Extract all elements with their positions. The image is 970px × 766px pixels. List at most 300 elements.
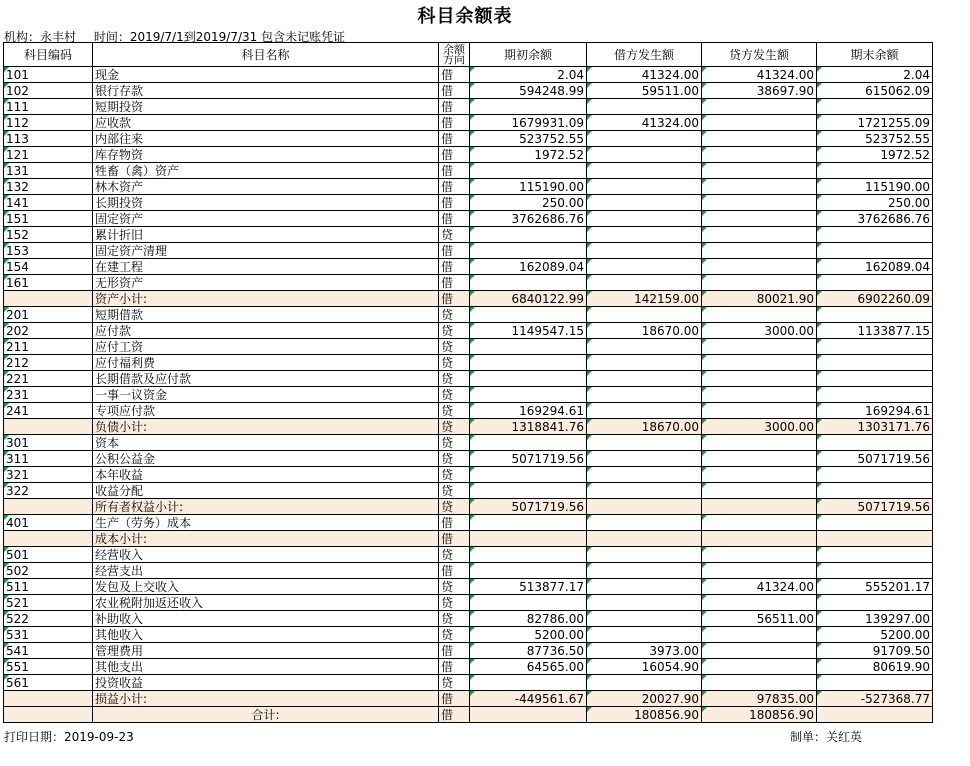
cell-direction: 贷 — [439, 451, 470, 467]
cell-opening — [470, 435, 587, 451]
cell-code: 211 — [4, 339, 93, 355]
table-row[interactable] — [4, 627, 933, 643]
preparer: 制单：关红英 — [790, 730, 863, 744]
cell-closing: 615062.09 — [817, 83, 933, 99]
cell-closing — [817, 531, 933, 547]
cell-direction: 借 — [439, 275, 470, 291]
cell-direction: 贷 — [439, 483, 470, 499]
cell-opening — [470, 707, 587, 723]
cell-debit — [587, 563, 702, 579]
cell-direction: 借 — [439, 67, 470, 83]
cell-credit — [702, 499, 817, 515]
col-header-debit: 借方发生额 — [587, 43, 702, 67]
cell-opening: 6840122.99 — [470, 291, 587, 307]
cell-closing — [817, 227, 933, 243]
table-row[interactable] — [4, 643, 933, 659]
cell-code — [4, 691, 93, 707]
table-row[interactable] — [4, 131, 933, 147]
cell-closing — [817, 563, 933, 579]
cell-direction: 贷 — [439, 339, 470, 355]
cell-credit — [702, 131, 817, 147]
cell-name: 应付工资 — [93, 339, 439, 355]
cell-opening — [470, 99, 587, 115]
cell-code: 561 — [4, 675, 93, 691]
subtotal-row[interactable] — [4, 499, 933, 515]
cell-code: 511 — [4, 579, 93, 595]
cell-code: 131 — [4, 163, 93, 179]
cell-debit — [587, 195, 702, 211]
cell-opening — [470, 339, 587, 355]
cell-debit: 142159.00 — [587, 291, 702, 307]
cell-code: 541 — [4, 643, 93, 659]
cell-opening — [470, 307, 587, 323]
cell-code — [4, 707, 93, 723]
cell-closing — [817, 435, 933, 451]
cell-direction: 借 — [439, 707, 470, 723]
col-header-opening: 期初余额 — [470, 43, 587, 67]
cell-debit — [587, 259, 702, 275]
cell-credit — [702, 371, 817, 387]
cell-code: 311 — [4, 451, 93, 467]
cell-closing: 5200.00 — [817, 627, 933, 643]
cell-direction: 借 — [439, 691, 470, 707]
cell-credit — [702, 115, 817, 131]
cell-opening: 594248.99 — [470, 83, 587, 99]
table-row[interactable] — [4, 451, 933, 467]
cell-credit — [702, 259, 817, 275]
cell-code: 121 — [4, 147, 93, 163]
cell-name: 短期投资 — [93, 99, 439, 115]
cell-name: 本年收益 — [93, 467, 439, 483]
total-row[interactable] — [4, 707, 933, 723]
cell-closing — [817, 307, 933, 323]
cell-code: 101 — [4, 67, 93, 83]
cell-name: 长期投资 — [93, 195, 439, 211]
cell-direction: 借 — [439, 259, 470, 275]
table-row[interactable] — [4, 547, 933, 563]
cell-closing — [817, 99, 933, 115]
cell-code: 212 — [4, 355, 93, 371]
cell-opening: 513877.17 — [470, 579, 587, 595]
cell-debit — [587, 483, 702, 499]
cell-direction: 贷 — [439, 355, 470, 371]
cell-closing: 5071719.56 — [817, 499, 933, 515]
cell-code: 501 — [4, 547, 93, 563]
cell-opening: 1149547.15 — [470, 323, 587, 339]
table-row[interactable] — [4, 259, 933, 275]
cell-direction: 贷 — [439, 627, 470, 643]
cell-opening — [470, 355, 587, 371]
cell-opening: 162089.04 — [470, 259, 587, 275]
subtotal-row[interactable] — [4, 691, 933, 707]
table-row[interactable] — [4, 435, 933, 451]
cell-name: 收益分配 — [93, 483, 439, 499]
table-row[interactable] — [4, 211, 933, 227]
col-header-code: 科目编码 — [4, 43, 93, 67]
cell-credit: 97835.00 — [702, 691, 817, 707]
cell-closing — [817, 243, 933, 259]
cell-closing — [817, 387, 933, 403]
cell-direction: 借 — [439, 659, 470, 675]
cell-name: 在建工程 — [93, 259, 439, 275]
cell-debit — [587, 547, 702, 563]
cell-debit — [587, 467, 702, 483]
cell-credit — [702, 339, 817, 355]
cell-name: 内部往来 — [93, 131, 439, 147]
cell-credit — [702, 515, 817, 531]
cell-debit — [587, 307, 702, 323]
cell-closing: 162089.04 — [817, 259, 933, 275]
cell-code: 221 — [4, 371, 93, 387]
cell-debit — [587, 387, 702, 403]
cell-code — [4, 291, 93, 307]
table-row[interactable] — [4, 115, 933, 131]
table-row[interactable] — [4, 467, 933, 483]
cell-direction: 贷 — [439, 371, 470, 387]
cell-direction: 贷 — [439, 403, 470, 419]
table-row[interactable] — [4, 307, 933, 323]
cell-debit: 18670.00 — [587, 323, 702, 339]
cell-debit: 180856.90 — [587, 707, 702, 723]
cell-opening: 250.00 — [470, 195, 587, 211]
table-row[interactable] — [4, 195, 933, 211]
cell-closing — [817, 547, 933, 563]
cell-debit — [587, 595, 702, 611]
subtotal-row[interactable] — [4, 531, 933, 547]
cell-closing — [817, 515, 933, 531]
cell-direction: 借 — [439, 243, 470, 259]
table-row[interactable] — [4, 387, 933, 403]
cell-code: 231 — [4, 387, 93, 403]
cell-closing: 169294.61 — [817, 403, 933, 419]
table-row[interactable] — [4, 515, 933, 531]
cell-direction: 贷 — [439, 323, 470, 339]
table-row[interactable] — [4, 147, 933, 163]
cell-code: 102 — [4, 83, 93, 99]
cell-debit — [587, 627, 702, 643]
cell-opening: 169294.61 — [470, 403, 587, 419]
cell-credit — [702, 483, 817, 499]
subtotal-row[interactable] — [4, 291, 933, 307]
cell-debit — [587, 611, 702, 627]
period-label: 时间：2019/7/1到2019/7/31 包含未记账凭证 — [93, 30, 346, 44]
cell-credit — [702, 643, 817, 659]
cell-closing — [817, 163, 933, 179]
cell-credit — [702, 243, 817, 259]
cell-name: 损益小计: — [93, 691, 439, 707]
cell-debit — [587, 515, 702, 531]
table-row[interactable] — [4, 99, 933, 115]
cell-opening — [470, 595, 587, 611]
cell-direction: 借 — [439, 115, 470, 131]
cell-opening: 2.04 — [470, 67, 587, 83]
cell-closing: 555201.17 — [817, 579, 933, 595]
cell-name: 其他收入 — [93, 627, 439, 643]
cell-debit — [587, 147, 702, 163]
table-row[interactable] — [4, 371, 933, 387]
cell-debit — [587, 131, 702, 147]
cell-direction: 贷 — [439, 227, 470, 243]
cell-credit — [702, 211, 817, 227]
cell-code — [4, 531, 93, 547]
cell-name: 管理费用 — [93, 643, 439, 659]
cell-direction: 贷 — [439, 611, 470, 627]
cell-credit — [702, 275, 817, 291]
cell-name: 固定资产 — [93, 211, 439, 227]
cell-credit — [702, 531, 817, 547]
table-row[interactable] — [4, 355, 933, 371]
cell-direction: 借 — [439, 291, 470, 307]
cell-direction: 贷 — [439, 307, 470, 323]
cell-name: 长期借款及应付款 — [93, 371, 439, 387]
cell-closing: 1721255.09 — [817, 115, 933, 131]
table-row[interactable] — [4, 179, 933, 195]
cell-credit — [702, 563, 817, 579]
cell-name: 一事一议资金 — [93, 387, 439, 403]
cell-code: 551 — [4, 659, 93, 675]
cell-debit — [587, 211, 702, 227]
cell-credit: 80021.90 — [702, 291, 817, 307]
cell-name: 应付福利费 — [93, 355, 439, 371]
cell-debit — [587, 243, 702, 259]
cell-name: 合计: — [93, 707, 439, 723]
cell-opening — [470, 675, 587, 691]
cell-direction: 借 — [439, 131, 470, 147]
cell-name: 资本 — [93, 435, 439, 451]
cell-credit: 56511.00 — [702, 611, 817, 627]
cell-opening — [470, 163, 587, 179]
cell-credit: 41324.00 — [702, 67, 817, 83]
col-header-closing: 期末余额 — [817, 43, 933, 67]
cell-closing — [817, 707, 933, 723]
cell-closing: 3762686.76 — [817, 211, 933, 227]
cell-code: 113 — [4, 131, 93, 147]
cell-direction: 贷 — [439, 579, 470, 595]
cell-opening — [470, 547, 587, 563]
cell-credit: 180856.90 — [702, 707, 817, 723]
cell-closing: 139297.00 — [817, 611, 933, 627]
cell-name: 其他支出 — [93, 659, 439, 675]
cell-code: 153 — [4, 243, 93, 259]
cell-name: 补助收入 — [93, 611, 439, 627]
table-row[interactable] — [4, 323, 933, 339]
cell-credit: 3000.00 — [702, 323, 817, 339]
cell-closing — [817, 675, 933, 691]
cell-credit — [702, 467, 817, 483]
table-row[interactable] — [4, 563, 933, 579]
cell-opening: 82786.00 — [470, 611, 587, 627]
cell-code: 151 — [4, 211, 93, 227]
cell-credit — [702, 387, 817, 403]
cell-closing: 250.00 — [817, 195, 933, 211]
cell-opening — [470, 227, 587, 243]
cell-opening — [470, 467, 587, 483]
cell-name: 公积公益金 — [93, 451, 439, 467]
table-row[interactable] — [4, 339, 933, 355]
cell-credit — [702, 163, 817, 179]
cell-debit: 18670.00 — [587, 419, 702, 435]
cell-name: 应付款 — [93, 323, 439, 339]
cell-direction: 贷 — [439, 547, 470, 563]
cell-closing: 1303171.76 — [817, 419, 933, 435]
cell-debit — [587, 579, 702, 595]
cell-code: 322 — [4, 483, 93, 499]
cell-credit: 38697.90 — [702, 83, 817, 99]
table-row[interactable] — [4, 83, 933, 99]
cell-code — [4, 419, 93, 435]
cell-code: 152 — [4, 227, 93, 243]
cell-direction: 贷 — [439, 435, 470, 451]
cell-debit: 3973.00 — [587, 643, 702, 659]
cell-name: 牲畜（禽）资产 — [93, 163, 439, 179]
cell-debit — [587, 403, 702, 419]
cell-name: 经营收入 — [93, 547, 439, 563]
cell-direction: 贷 — [439, 387, 470, 403]
cell-name: 所有者权益小计: — [93, 499, 439, 515]
subtotal-row[interactable] — [4, 419, 933, 435]
cell-name: 发包及上交收入 — [93, 579, 439, 595]
cell-closing: 523752.55 — [817, 131, 933, 147]
cell-code: 241 — [4, 403, 93, 419]
table-row[interactable] — [4, 227, 933, 243]
cell-closing: 91709.50 — [817, 643, 933, 659]
cell-credit — [702, 595, 817, 611]
table-row[interactable] — [4, 611, 933, 627]
cell-closing: 2.04 — [817, 67, 933, 83]
table-header-row — [4, 43, 933, 67]
cell-credit — [702, 147, 817, 163]
cell-name: 库存物资 — [93, 147, 439, 163]
table-row[interactable] — [4, 675, 933, 691]
cell-direction: 借 — [439, 643, 470, 659]
cell-debit: 41324.00 — [587, 115, 702, 131]
col-header-direction: 余额方向 — [439, 43, 470, 67]
table-row[interactable] — [4, 243, 933, 259]
cell-name: 固定资产清理 — [93, 243, 439, 259]
cell-debit — [587, 355, 702, 371]
cell-opening — [470, 387, 587, 403]
cell-direction: 借 — [439, 179, 470, 195]
cell-credit — [702, 403, 817, 419]
table-row[interactable] — [4, 579, 933, 595]
cell-direction: 借 — [439, 147, 470, 163]
cell-debit — [587, 435, 702, 451]
cell-name: 累计折旧 — [93, 227, 439, 243]
cell-credit — [702, 675, 817, 691]
cell-closing: -527368.77 — [817, 691, 933, 707]
cell-debit — [587, 339, 702, 355]
cell-direction: 借 — [439, 195, 470, 211]
table-row[interactable] — [4, 275, 933, 291]
cell-closing — [817, 595, 933, 611]
cell-code: 202 — [4, 323, 93, 339]
cell-name: 林木资产 — [93, 179, 439, 195]
cell-code: 531 — [4, 627, 93, 643]
cell-name: 成本小计: — [93, 531, 439, 547]
cell-debit — [587, 227, 702, 243]
cell-direction: 借 — [439, 515, 470, 531]
cell-closing — [817, 483, 933, 499]
cell-opening: 5071719.56 — [470, 499, 587, 515]
cell-name: 农业税附加返还收入 — [93, 595, 439, 611]
cell-opening: 1679931.09 — [470, 115, 587, 131]
cell-debit: 16054.90 — [587, 659, 702, 675]
cell-code: 201 — [4, 307, 93, 323]
cell-opening: 64565.00 — [470, 659, 587, 675]
cell-code: 522 — [4, 611, 93, 627]
cell-direction: 贷 — [439, 499, 470, 515]
col-header-credit: 贷方发生额 — [702, 43, 817, 67]
cell-debit: 20027.90 — [587, 691, 702, 707]
cell-direction: 借 — [439, 211, 470, 227]
cell-closing — [817, 371, 933, 387]
col-header-name: 科目名称 — [93, 43, 439, 67]
cell-debit — [587, 179, 702, 195]
cell-debit — [587, 531, 702, 547]
cell-opening: 115190.00 — [470, 179, 587, 195]
cell-opening — [470, 275, 587, 291]
cell-credit — [702, 307, 817, 323]
table-row[interactable] — [4, 659, 933, 675]
table-body — [4, 67, 933, 723]
cell-credit: 3000.00 — [702, 419, 817, 435]
cell-opening — [470, 483, 587, 499]
cell-direction: 借 — [439, 531, 470, 547]
cell-opening: 1972.52 — [470, 147, 587, 163]
cell-direction: 借 — [439, 163, 470, 179]
cell-credit — [702, 435, 817, 451]
cell-debit — [587, 371, 702, 387]
cell-debit — [587, 163, 702, 179]
cell-code: 111 — [4, 99, 93, 115]
cell-name: 专项应付款 — [93, 403, 439, 419]
cell-credit — [702, 179, 817, 195]
cell-name: 生产（劳务）成本 — [93, 515, 439, 531]
cell-opening — [470, 531, 587, 547]
cell-code: 521 — [4, 595, 93, 611]
table-row[interactable] — [4, 67, 933, 83]
org-label: 机构：永丰村 — [4, 30, 77, 44]
cell-opening: 5200.00 — [470, 627, 587, 643]
cell-direction: 贷 — [439, 419, 470, 435]
cell-debit: 59511.00 — [587, 83, 702, 99]
cell-closing — [817, 355, 933, 371]
cell-opening: 1318841.76 — [470, 419, 587, 435]
cell-credit — [702, 99, 817, 115]
cell-code: 401 — [4, 515, 93, 531]
cell-debit — [587, 675, 702, 691]
cell-closing: 1972.52 — [817, 147, 933, 163]
cell-closing: 115190.00 — [817, 179, 933, 195]
cell-code: 161 — [4, 275, 93, 291]
table-row[interactable] — [4, 403, 933, 419]
cell-opening: 87736.50 — [470, 643, 587, 659]
cell-name: 负债小计: — [93, 419, 439, 435]
cell-code: 502 — [4, 563, 93, 579]
cell-closing — [817, 275, 933, 291]
table-row[interactable] — [4, 595, 933, 611]
cell-direction: 贷 — [439, 595, 470, 611]
cell-code: 112 — [4, 115, 93, 131]
cell-debit — [587, 99, 702, 115]
cell-opening — [470, 563, 587, 579]
table-row[interactable] — [4, 163, 933, 179]
cell-debit — [587, 275, 702, 291]
cell-credit — [702, 547, 817, 563]
report-title: 科目余额表 — [417, 6, 513, 27]
cell-direction: 贷 — [439, 675, 470, 691]
table-row[interactable] — [4, 483, 933, 499]
